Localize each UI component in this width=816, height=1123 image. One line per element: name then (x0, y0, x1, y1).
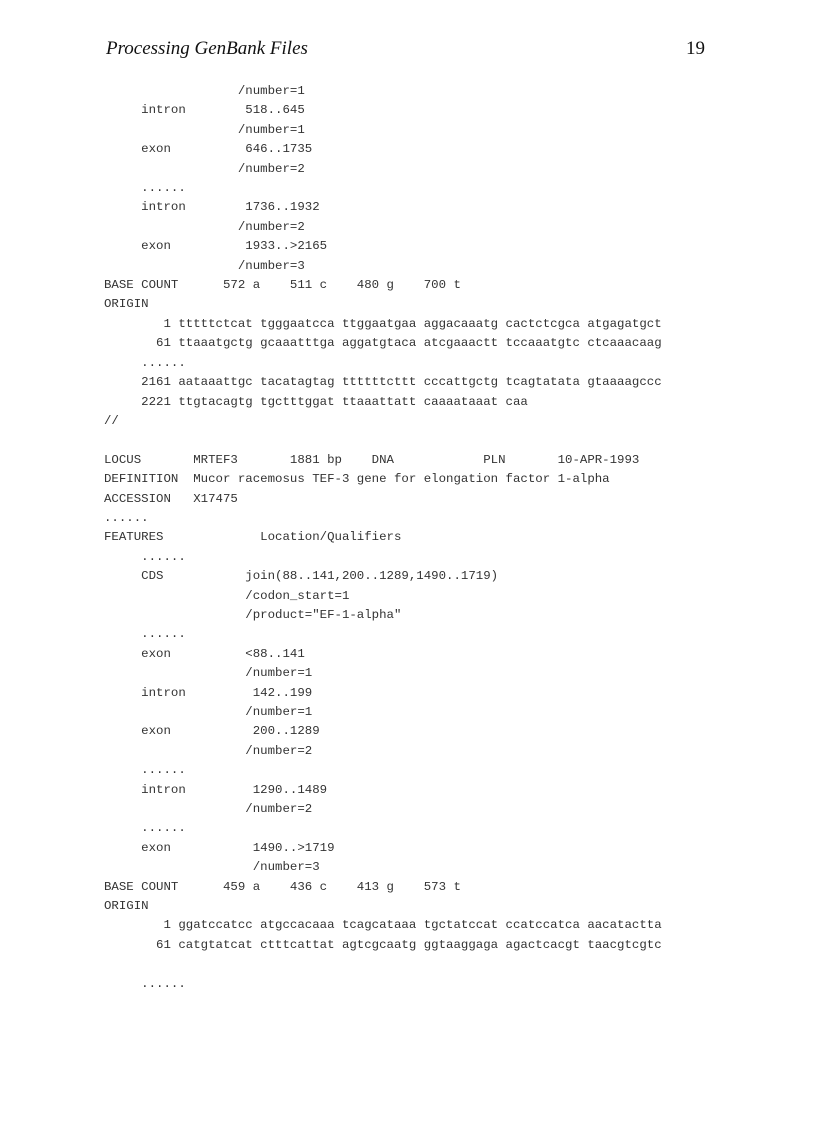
listing-line: 2161 aataaattgc tacatagtag ttttttcttt cccattgctg tcagtatata gtaaaagccc (104, 375, 662, 390)
listing-line: FEATURES Location/Qualifiers (104, 530, 402, 545)
listing-line: 61 ttaaatgctg gcaaatttga aggatgtaca atcgaaactt tccaaatgtc ctcaaacaag (104, 336, 662, 351)
listing-line (104, 431, 662, 450)
listing-line: /codon_start=1 (104, 588, 350, 603)
listing-line: /number=2 (104, 161, 305, 176)
listing-line: ...... (104, 510, 149, 525)
listing-line: intron 518..645 (104, 103, 305, 118)
listing-line: BASE COUNT 572 a 511 c 480 g 700 t (104, 278, 461, 293)
listing-line: exon 200..1289 (104, 724, 320, 739)
listing-line: BASE COUNT 459 a 436 c 413 g 573 t (104, 879, 461, 894)
listing-line: DEFINITION Mucor racemosus TEF-3 gene for elongation factor 1-alpha (104, 472, 610, 487)
listing-line: /number=3 (104, 860, 320, 875)
listing-line: LOCUS MRTEF3 1881 bp DNA PLN 10-APR-1993 (104, 452, 640, 467)
listing-line: intron 142..199 (104, 685, 313, 700)
listing-line: 1 ggatccatcc atgccacaaa tcagcataaa tgctatccat ccatccatca aacatactta (104, 918, 662, 933)
listing-line: /number=1 (104, 705, 313, 719)
listing-line: CDS join(88..141,200..1289,1490..1719) (104, 569, 499, 584)
listing-line: ...... (104, 355, 186, 370)
listing-line: ...... (104, 549, 186, 564)
listing-line: /number=2 (104, 219, 305, 234)
genbank-listing (104, 82, 662, 994)
listing-line: exon 1933..>2165 (104, 239, 328, 254)
listing-line: /number=2 (104, 802, 313, 817)
listing-line: /number=1 (104, 122, 305, 137)
page-number: 19 (686, 38, 705, 59)
listing-line: exon <88..141 (104, 646, 305, 661)
listing-line: /number=1 (104, 84, 305, 98)
listing-line: ACCESSION X17475 (104, 491, 238, 506)
listing-line: exon 646..1735 (104, 142, 313, 157)
listing-line: 2221 ttgtacagtg tgctttggat ttaaattatt caaaataaat caa (104, 394, 528, 409)
listing-line: /product="EF-1-alpha" (104, 607, 402, 622)
listing-line: intron 1736..1932 (104, 200, 320, 215)
listing-line: /number=2 (104, 743, 313, 758)
listing-line: /number=3 (104, 258, 305, 273)
listing-line: intron 1290..1489 (104, 782, 328, 797)
listing-line: ...... (104, 821, 186, 836)
listing-line: 61 catgtatcat ctttcattat agtcgcaatg ggtaaggaga agactcacgt taacgtcgtc (104, 937, 662, 952)
listing-line: ...... (104, 627, 186, 642)
listing-line: // (104, 413, 119, 428)
listing-line: ...... (104, 763, 186, 778)
listing-line: ORIGIN (104, 899, 149, 914)
running-head-title: Processing GenBank Files (106, 38, 308, 59)
listing-line: ORIGIN (104, 297, 149, 312)
listing-line: /number=1 (104, 666, 313, 681)
listing-line: 1 tttttctcat tgggaatcca ttggaatgaa aggacaaatg cactctcgca atgagatgct (104, 316, 662, 331)
listing-line: ...... (104, 976, 186, 991)
listing-line: ...... (104, 181, 186, 196)
listing-line (104, 955, 662, 974)
listing-line: exon 1490..>1719 (104, 840, 335, 855)
